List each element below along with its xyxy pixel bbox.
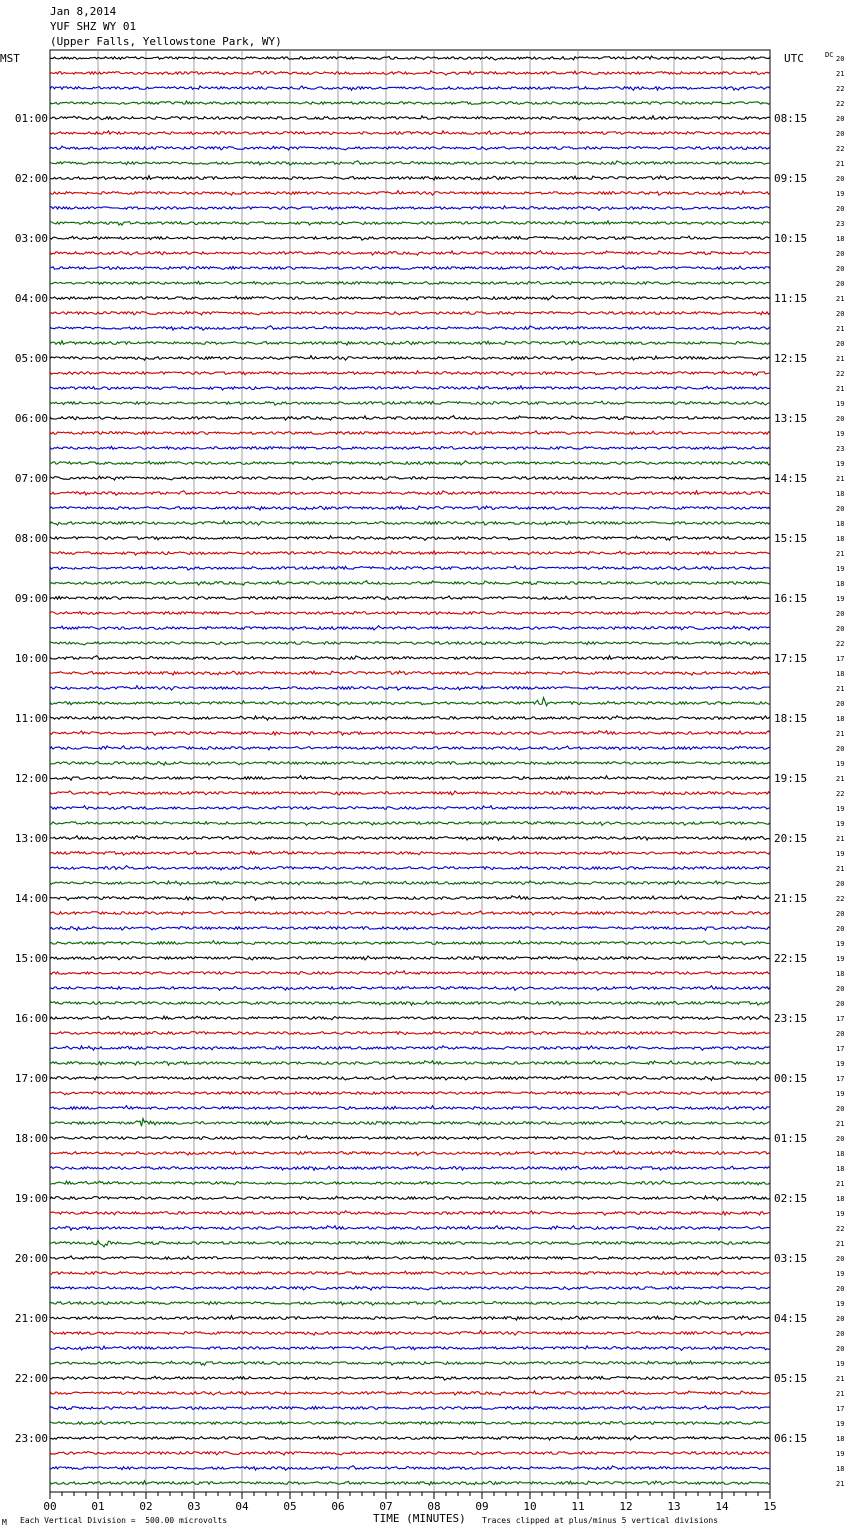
seismic-trace [50, 386, 770, 390]
left-hour-label: 11:00 [14, 712, 48, 725]
right-hour-label: 15:15 [774, 532, 808, 545]
right-hour-label: 05:15 [774, 1372, 808, 1385]
x-tick-label: 13 [667, 1500, 681, 1513]
dc-offset-label: 20 [836, 1315, 845, 1323]
dc-offset-label: 20 [836, 910, 845, 918]
dc-offset-label: 22 [836, 100, 845, 108]
left-hour-label: 20:00 [14, 1252, 48, 1265]
x-tick-label: 10 [523, 1500, 537, 1513]
dc-offset-label: 20 [836, 745, 845, 753]
dc-offset-label: 21 [836, 1180, 845, 1188]
seismic-trace [50, 431, 770, 435]
seismic-trace [50, 281, 770, 284]
left-hour-label: 18:00 [14, 1132, 48, 1145]
dc-offset-label: 19 [836, 1450, 845, 1458]
right-hour-label: 03:15 [774, 1252, 808, 1265]
dc-offset-label: 20 [836, 925, 845, 933]
seismic-trace [50, 1331, 770, 1336]
dc-offset-label: 18 [836, 235, 845, 243]
seismic-trace [50, 1421, 770, 1424]
seismic-trace [50, 116, 770, 120]
left-hour-label: 14:00 [14, 892, 48, 905]
dc-offset-label: 21 [836, 835, 845, 843]
dc-offset-label: 20 [836, 1000, 845, 1008]
dc-offset-label: 21 [836, 355, 845, 363]
dc-offset-label: 19 [836, 1210, 845, 1218]
dc-offset-label: 21 [836, 295, 845, 303]
x-tick-label: 14 [715, 1500, 729, 1513]
seismic-trace [50, 1061, 770, 1065]
dc-offset-label: 18 [836, 1465, 845, 1473]
left-hour-label: 03:00 [14, 232, 48, 245]
right-hour-label: 22:15 [774, 952, 808, 965]
seismic-trace [50, 581, 770, 586]
dc-offset-label: 20 [836, 1030, 845, 1038]
dc-offset-label: 19 [836, 805, 845, 813]
station-code: YUF SHZ WY 01 [50, 20, 137, 33]
seismic-trace [50, 1271, 770, 1275]
dc-offset-label: 19 [836, 460, 845, 468]
dc-offset-label: 22 [836, 790, 845, 798]
seismic-trace [50, 971, 770, 975]
seismic-trace [50, 762, 770, 766]
dc-offset-label: 21 [836, 385, 845, 393]
seismic-trace [50, 251, 770, 256]
seismic-trace [50, 1346, 770, 1350]
left-hour-label: 05:00 [14, 352, 48, 365]
dc-offset-label: 20 [836, 1330, 845, 1338]
dc-offset-label: 19 [836, 430, 845, 438]
x-tick-label: 00 [43, 1500, 57, 1513]
x-tick-label: 08 [427, 1500, 441, 1513]
seismic-trace [50, 716, 770, 720]
dc-offset-label: 20 [836, 625, 845, 633]
seismic-trace [50, 1151, 770, 1156]
seismic-trace [50, 1376, 770, 1380]
dc-offset-label: 22 [836, 895, 845, 903]
dc-offset-label: 18 [836, 580, 845, 588]
dc-offset-label: 20 [836, 880, 845, 888]
right-hour-label: 00:15 [774, 1072, 808, 1085]
seismic-trace [50, 521, 770, 526]
dc-offset-label: 20 [836, 505, 845, 513]
seismic-trace [50, 926, 770, 930]
dc-offset-label: 20 [836, 55, 845, 63]
dc-offset-label: 17 [836, 1015, 845, 1023]
x-tick-label: 15 [763, 1500, 777, 1513]
seismic-trace [50, 1016, 770, 1020]
dc-offset-label: 18 [836, 970, 845, 978]
dc-offset-label: 18 [836, 715, 845, 723]
x-tick-label: 11 [571, 1500, 585, 1513]
right-hour-label: 18:15 [774, 712, 808, 725]
left-hour-label: 15:00 [14, 952, 48, 965]
seismic-trace [50, 822, 770, 826]
seismic-trace [50, 671, 770, 675]
left-hour-label: 23:00 [14, 1432, 48, 1445]
dc-offset-label: 19 [836, 400, 845, 408]
left-hour-label: 22:00 [14, 1372, 48, 1385]
dc-offset-label: 20 [836, 1285, 845, 1293]
left-hour-label: 13:00 [14, 832, 48, 845]
dc-offset-label: 20 [836, 205, 845, 213]
left-hour-label: 06:00 [14, 412, 48, 425]
seismic-trace [50, 1031, 770, 1035]
dc-offset-label: 21 [836, 1375, 845, 1383]
seismic-trace [50, 1211, 770, 1216]
dc-offset-label: 20 [836, 310, 845, 318]
x-tick-label: 03 [187, 1500, 201, 1513]
dc-offset-label: 19 [836, 1060, 845, 1068]
seismic-trace [50, 86, 770, 90]
dc-offset-label: 17 [836, 655, 845, 663]
seismic-trace [50, 341, 770, 345]
x-tick-label: 05 [283, 1500, 297, 1513]
seismic-trace [50, 1076, 770, 1080]
right-hour-label: 08:15 [774, 112, 808, 125]
right-hour-label: 11:15 [774, 292, 808, 305]
dc-offset-label: 19 [836, 850, 845, 858]
x-tick-label: 07 [379, 1500, 393, 1513]
seismic-trace [50, 1391, 770, 1396]
dc-offset-label: 19 [836, 1300, 845, 1308]
dc-offset-label: 18 [836, 1195, 845, 1203]
seismic-trace [50, 416, 770, 421]
dc-offset-label: 20 [836, 130, 845, 138]
dc-offset-label: 22 [836, 640, 845, 648]
seismic-trace [50, 776, 770, 781]
dc-offset-label: 20 [836, 265, 845, 273]
x-tick-label: 12 [619, 1500, 633, 1513]
seismic-trace [50, 956, 770, 960]
dc-offset-label: 20 [836, 340, 845, 348]
dc-offset-label: 22 [836, 85, 845, 93]
dc-offset-label: 17 [836, 1405, 845, 1413]
dc-offset-label: 23 [836, 220, 845, 228]
dc-offset-label: 21 [836, 730, 845, 738]
seismic-trace [50, 446, 770, 449]
dc-offset-label: 18 [836, 535, 845, 543]
left-hour-label: 10:00 [14, 652, 48, 665]
seismic-trace [50, 356, 770, 361]
dc-offset-label: 21 [836, 325, 845, 333]
left-hour-label: 01:00 [14, 112, 48, 125]
right-hour-label: 20:15 [774, 832, 808, 845]
seismic-trace [50, 896, 770, 901]
seismic-trace [50, 941, 770, 945]
corner-mark: M [2, 1518, 7, 1527]
left-hour-label: 21:00 [14, 1312, 48, 1325]
dc-header-label: DC [825, 51, 834, 59]
seismic-trace [50, 986, 770, 991]
seismic-trace [50, 206, 770, 210]
seismic-trace [50, 236, 770, 240]
seismic-trace [50, 1451, 770, 1455]
seismic-trace [50, 1361, 770, 1365]
seismic-trace [50, 296, 770, 300]
dc-offset-label: 19 [836, 565, 845, 573]
left-hour-label: 08:00 [14, 532, 48, 545]
dc-offset-label: 21 [836, 1120, 845, 1128]
seismic-trace [50, 1046, 770, 1051]
x-tick-label: 04 [235, 1500, 249, 1513]
dc-offset-label: 19 [836, 820, 845, 828]
seismic-trace [50, 1316, 770, 1320]
dc-offset-label: 21 [836, 550, 845, 558]
left-hour-label: 04:00 [14, 292, 48, 305]
station-location: (Upper Falls, Yellowstone Park, WY) [50, 35, 282, 48]
left-hour-label: 12:00 [14, 772, 48, 785]
dc-offset-label: 22 [836, 145, 845, 153]
right-timezone-label: UTC [784, 52, 804, 65]
seismic-trace [50, 71, 770, 76]
dc-offset-label: 20 [836, 415, 845, 423]
seismic-trace [50, 311, 770, 315]
dc-offset-label: 19 [836, 1270, 845, 1278]
seismic-trace [50, 101, 770, 104]
dc-offset-label: 19 [836, 1360, 845, 1368]
right-hour-label: 06:15 [774, 1432, 808, 1445]
right-hour-label: 10:15 [774, 232, 808, 245]
seismic-trace [50, 56, 770, 60]
seismic-trace [50, 911, 770, 915]
seismic-trace [50, 1136, 770, 1140]
dc-offset-label: 19 [836, 190, 845, 198]
dc-offset-label: 21 [836, 1480, 845, 1488]
seismic-trace [50, 1240, 770, 1246]
dc-offset-label: 19 [836, 760, 845, 768]
seismic-trace [50, 686, 770, 690]
seismic-trace [50, 491, 770, 495]
right-hour-label: 04:15 [774, 1312, 808, 1325]
left-hour-label: 09:00 [14, 592, 48, 605]
seismic-trace [50, 731, 770, 736]
seismic-trace [50, 791, 770, 795]
seismic-trace [50, 881, 770, 885]
right-hour-label: 02:15 [774, 1192, 808, 1205]
dc-offset-label: 18 [836, 670, 845, 678]
seismic-trace [50, 866, 770, 870]
seismic-trace [50, 656, 770, 660]
dc-offset-label: 18 [836, 1165, 845, 1173]
record-date: Jan 8,2014 [50, 5, 117, 18]
seismic-trace [50, 806, 770, 810]
dc-offset-label: 21 [836, 475, 845, 483]
dc-offset-label: 21 [836, 1390, 845, 1398]
left-hour-label: 02:00 [14, 172, 48, 185]
seismic-trace [50, 506, 770, 510]
dc-offset-label: 22 [836, 370, 845, 378]
dc-offset-label: 18 [836, 490, 845, 498]
right-hour-label: 13:15 [774, 412, 808, 425]
dc-offset-label: 19 [836, 955, 845, 963]
dc-offset-label: 21 [836, 685, 845, 693]
seismic-trace [50, 1119, 770, 1127]
dc-offset-label: 20 [836, 1345, 845, 1353]
dc-offset-label: 20 [836, 115, 845, 123]
seismic-trace [50, 1106, 770, 1110]
left-hour-label: 07:00 [14, 472, 48, 485]
dc-offset-label: 21 [836, 775, 845, 783]
seismic-trace [50, 626, 770, 630]
seismic-trace [50, 476, 770, 480]
seismic-trace [50, 461, 770, 465]
right-hour-label: 23:15 [774, 1012, 808, 1025]
dc-offset-label: 17 [836, 1075, 845, 1083]
x-tick-label: 09 [475, 1500, 489, 1513]
seismic-trace [50, 642, 770, 645]
seismic-trace [50, 326, 770, 330]
dc-offset-label: 18 [836, 1435, 845, 1443]
dc-offset-label: 23 [836, 445, 845, 453]
seismic-trace [50, 266, 770, 270]
dc-offset-label: 20 [836, 280, 845, 288]
x-tick-label: 02 [139, 1500, 153, 1513]
dc-offset-label: 21 [836, 865, 845, 873]
dc-offset-label: 20 [836, 175, 845, 183]
right-hour-label: 16:15 [774, 592, 808, 605]
x-tick-label: 06 [331, 1500, 345, 1513]
seismic-trace [50, 1001, 770, 1006]
seismic-trace [50, 1301, 770, 1305]
seismic-trace [50, 146, 770, 150]
seismic-trace [50, 1406, 770, 1410]
seismic-trace [50, 746, 770, 750]
seismic-trace [50, 191, 770, 196]
left-hour-label: 19:00 [14, 1192, 48, 1205]
right-hour-label: 12:15 [774, 352, 808, 365]
dc-offset-label: 20 [836, 610, 845, 618]
dc-offset-label: 19 [836, 595, 845, 603]
dc-offset-label: 18 [836, 520, 845, 528]
dc-offset-label: 21 [836, 1240, 845, 1248]
dc-offset-label: 17 [836, 1045, 845, 1053]
left-hour-label: 17:00 [14, 1072, 48, 1085]
seismic-trace [50, 161, 770, 165]
right-hour-label: 17:15 [774, 652, 808, 665]
scale-note: Each Vertical Division = 500.00 microvolts [20, 1516, 228, 1525]
right-hour-label: 19:15 [774, 772, 808, 785]
x-axis-title: TIME (MINUTES) [373, 1512, 466, 1525]
right-hour-label: 14:15 [774, 472, 808, 485]
seismic-trace [50, 1196, 770, 1200]
clip-note: Traces clipped at plus/minus 5 vertical divisions [482, 1516, 719, 1525]
dc-offset-label: 21 [836, 70, 845, 78]
seismic-trace [50, 1286, 770, 1290]
right-hour-label: 09:15 [774, 172, 808, 185]
dc-offset-label: 20 [836, 1135, 845, 1143]
left-hour-label: 16:00 [14, 1012, 48, 1025]
seismic-trace [50, 1166, 770, 1170]
seismic-trace [50, 221, 770, 225]
left-timezone-label: MST [0, 52, 20, 65]
seismic-trace [50, 851, 770, 855]
seismic-trace [50, 176, 770, 180]
dc-offset-label: 22 [836, 1225, 845, 1233]
seismic-trace [50, 131, 770, 135]
x-tick-label: 01 [91, 1500, 105, 1513]
dc-offset-label: 19 [836, 1090, 845, 1098]
right-hour-label: 21:15 [774, 892, 808, 905]
seismic-trace [50, 698, 770, 706]
dc-offset-label: 20 [836, 985, 845, 993]
dc-offset-label: 19 [836, 1420, 845, 1428]
dc-offset-label: 21 [836, 160, 845, 168]
seismic-trace [50, 836, 770, 841]
dc-offset-label: 20 [836, 250, 845, 258]
seismic-trace [50, 371, 770, 375]
dc-offset-label: 19 [836, 940, 845, 948]
dc-offset-label: 18 [836, 1150, 845, 1158]
seismic-trace [50, 536, 770, 540]
seismic-trace [50, 1091, 770, 1095]
seismic-trace [50, 611, 770, 614]
seismic-trace [50, 1181, 770, 1185]
seismic-trace [50, 1226, 770, 1230]
dc-offset-label: 20 [836, 1255, 845, 1263]
seismic-trace [50, 551, 770, 555]
seismic-trace [50, 401, 770, 405]
dc-offset-label: 20 [836, 1105, 845, 1113]
seismic-trace [50, 1436, 770, 1440]
seismic-trace [50, 1481, 770, 1485]
right-hour-label: 01:15 [774, 1132, 808, 1145]
seismic-trace [50, 1256, 770, 1260]
seismic-trace [50, 566, 770, 570]
seismic-trace [50, 596, 770, 600]
seismic-trace [50, 1466, 770, 1470]
dc-offset-label: 20 [836, 700, 845, 708]
